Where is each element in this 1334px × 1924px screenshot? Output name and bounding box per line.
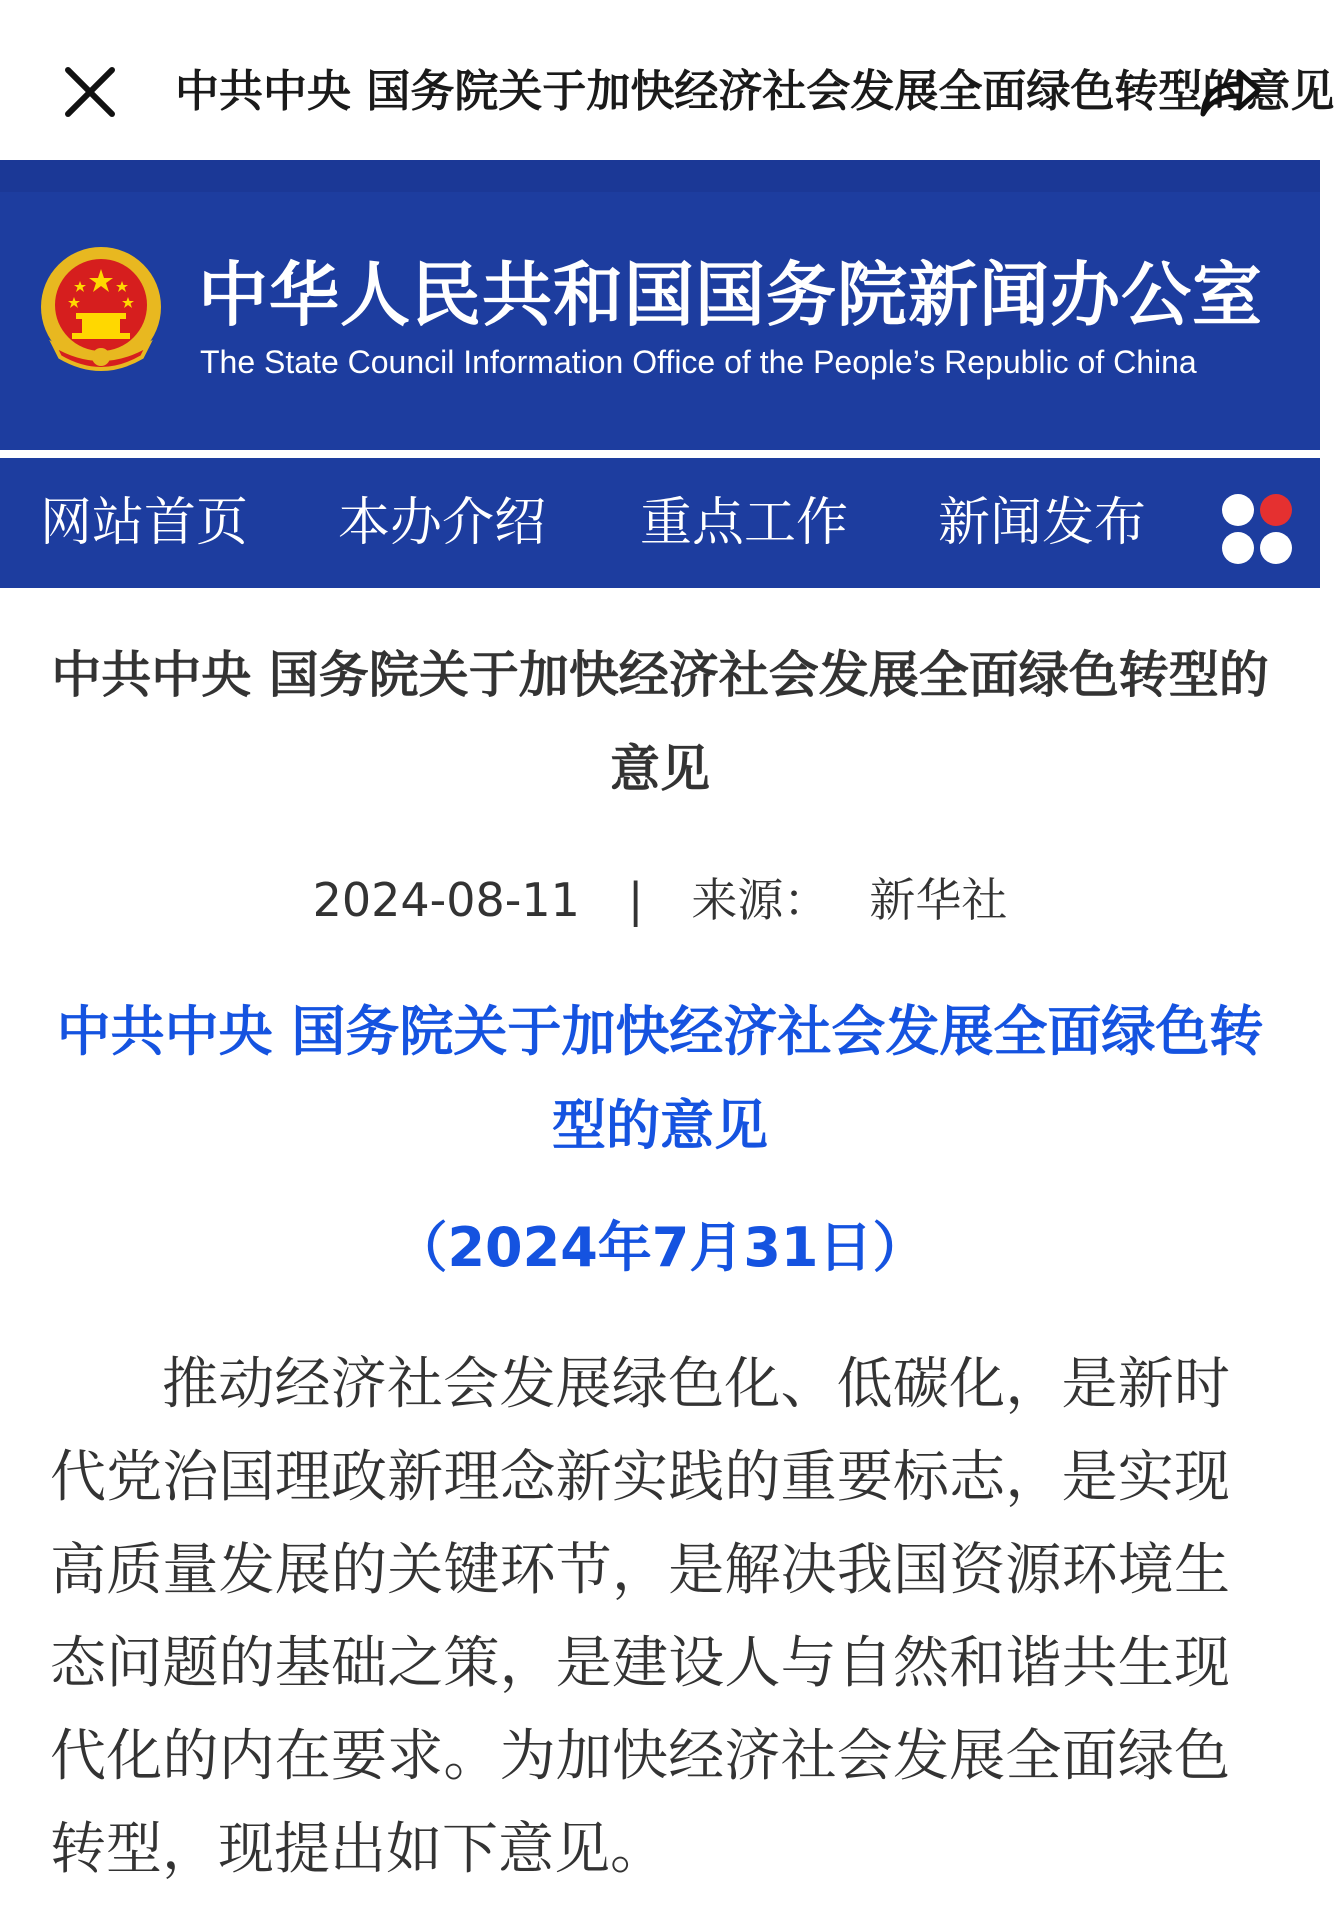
more-apps-icon — [1218, 490, 1298, 570]
nav-item-press-release[interactable]: 新闻发布 — [938, 493, 1147, 553]
nav-item-key-work[interactable]: 重点工作 — [640, 493, 849, 553]
meta-separator: | — [627, 873, 644, 927]
close-icon — [60, 62, 120, 122]
top-app-bar — [0, 0, 1334, 160]
site-banner — [0, 160, 1320, 450]
document-date: （2024年7月31日） — [393, 1216, 927, 1279]
nav-item-about[interactable]: 本办介绍 — [338, 493, 547, 553]
source-value: 新华社 — [869, 873, 1008, 927]
main-nav — [0, 458, 1320, 588]
publish-date: 2024-08-11 — [312, 873, 580, 927]
national-emblem-icon — [36, 245, 166, 380]
article-meta — [0, 860, 1320, 940]
share-button[interactable] — [1195, 62, 1265, 122]
article-paragraph: 推动经济社会发展绿色化、低碳化，是新时代党治国理政新理念新实践的重要标志，是实现高质量发展的关键环节，是解决我国资源环境生态问题的基础之策，是建设人与自然和谐共生现代化的内在要求。为加快经济社会发展全面绿色转型，现提出如下意见。 — [50, 1352, 1230, 1882]
banner-divider — [0, 450, 1320, 458]
banner-strip — [0, 160, 1320, 192]
share-icon — [1195, 62, 1265, 122]
close-button[interactable] — [60, 62, 120, 122]
page-title: 中共中央 国务院关于加快经济社会发展全面绿色转型的意见 — [175, 66, 1334, 117]
org-name-en: The State Council Information Office of the People’s Republic of China — [200, 344, 1197, 380]
document-title: 中共中央 国务院关于加快经济社会发展全面绿色转型的意见 — [56, 1000, 1264, 1157]
nav-item-home[interactable]: 网站首页 — [40, 493, 249, 553]
source-label: 来源： — [691, 873, 830, 927]
more-apps-button[interactable] — [1218, 490, 1298, 570]
org-name-cn: 中华人民共和国国务院新闻办公室 — [198, 254, 1263, 336]
article-title: 中共中央 国务院关于加快经济社会发展全面绿色转型的意见 — [51, 646, 1269, 798]
